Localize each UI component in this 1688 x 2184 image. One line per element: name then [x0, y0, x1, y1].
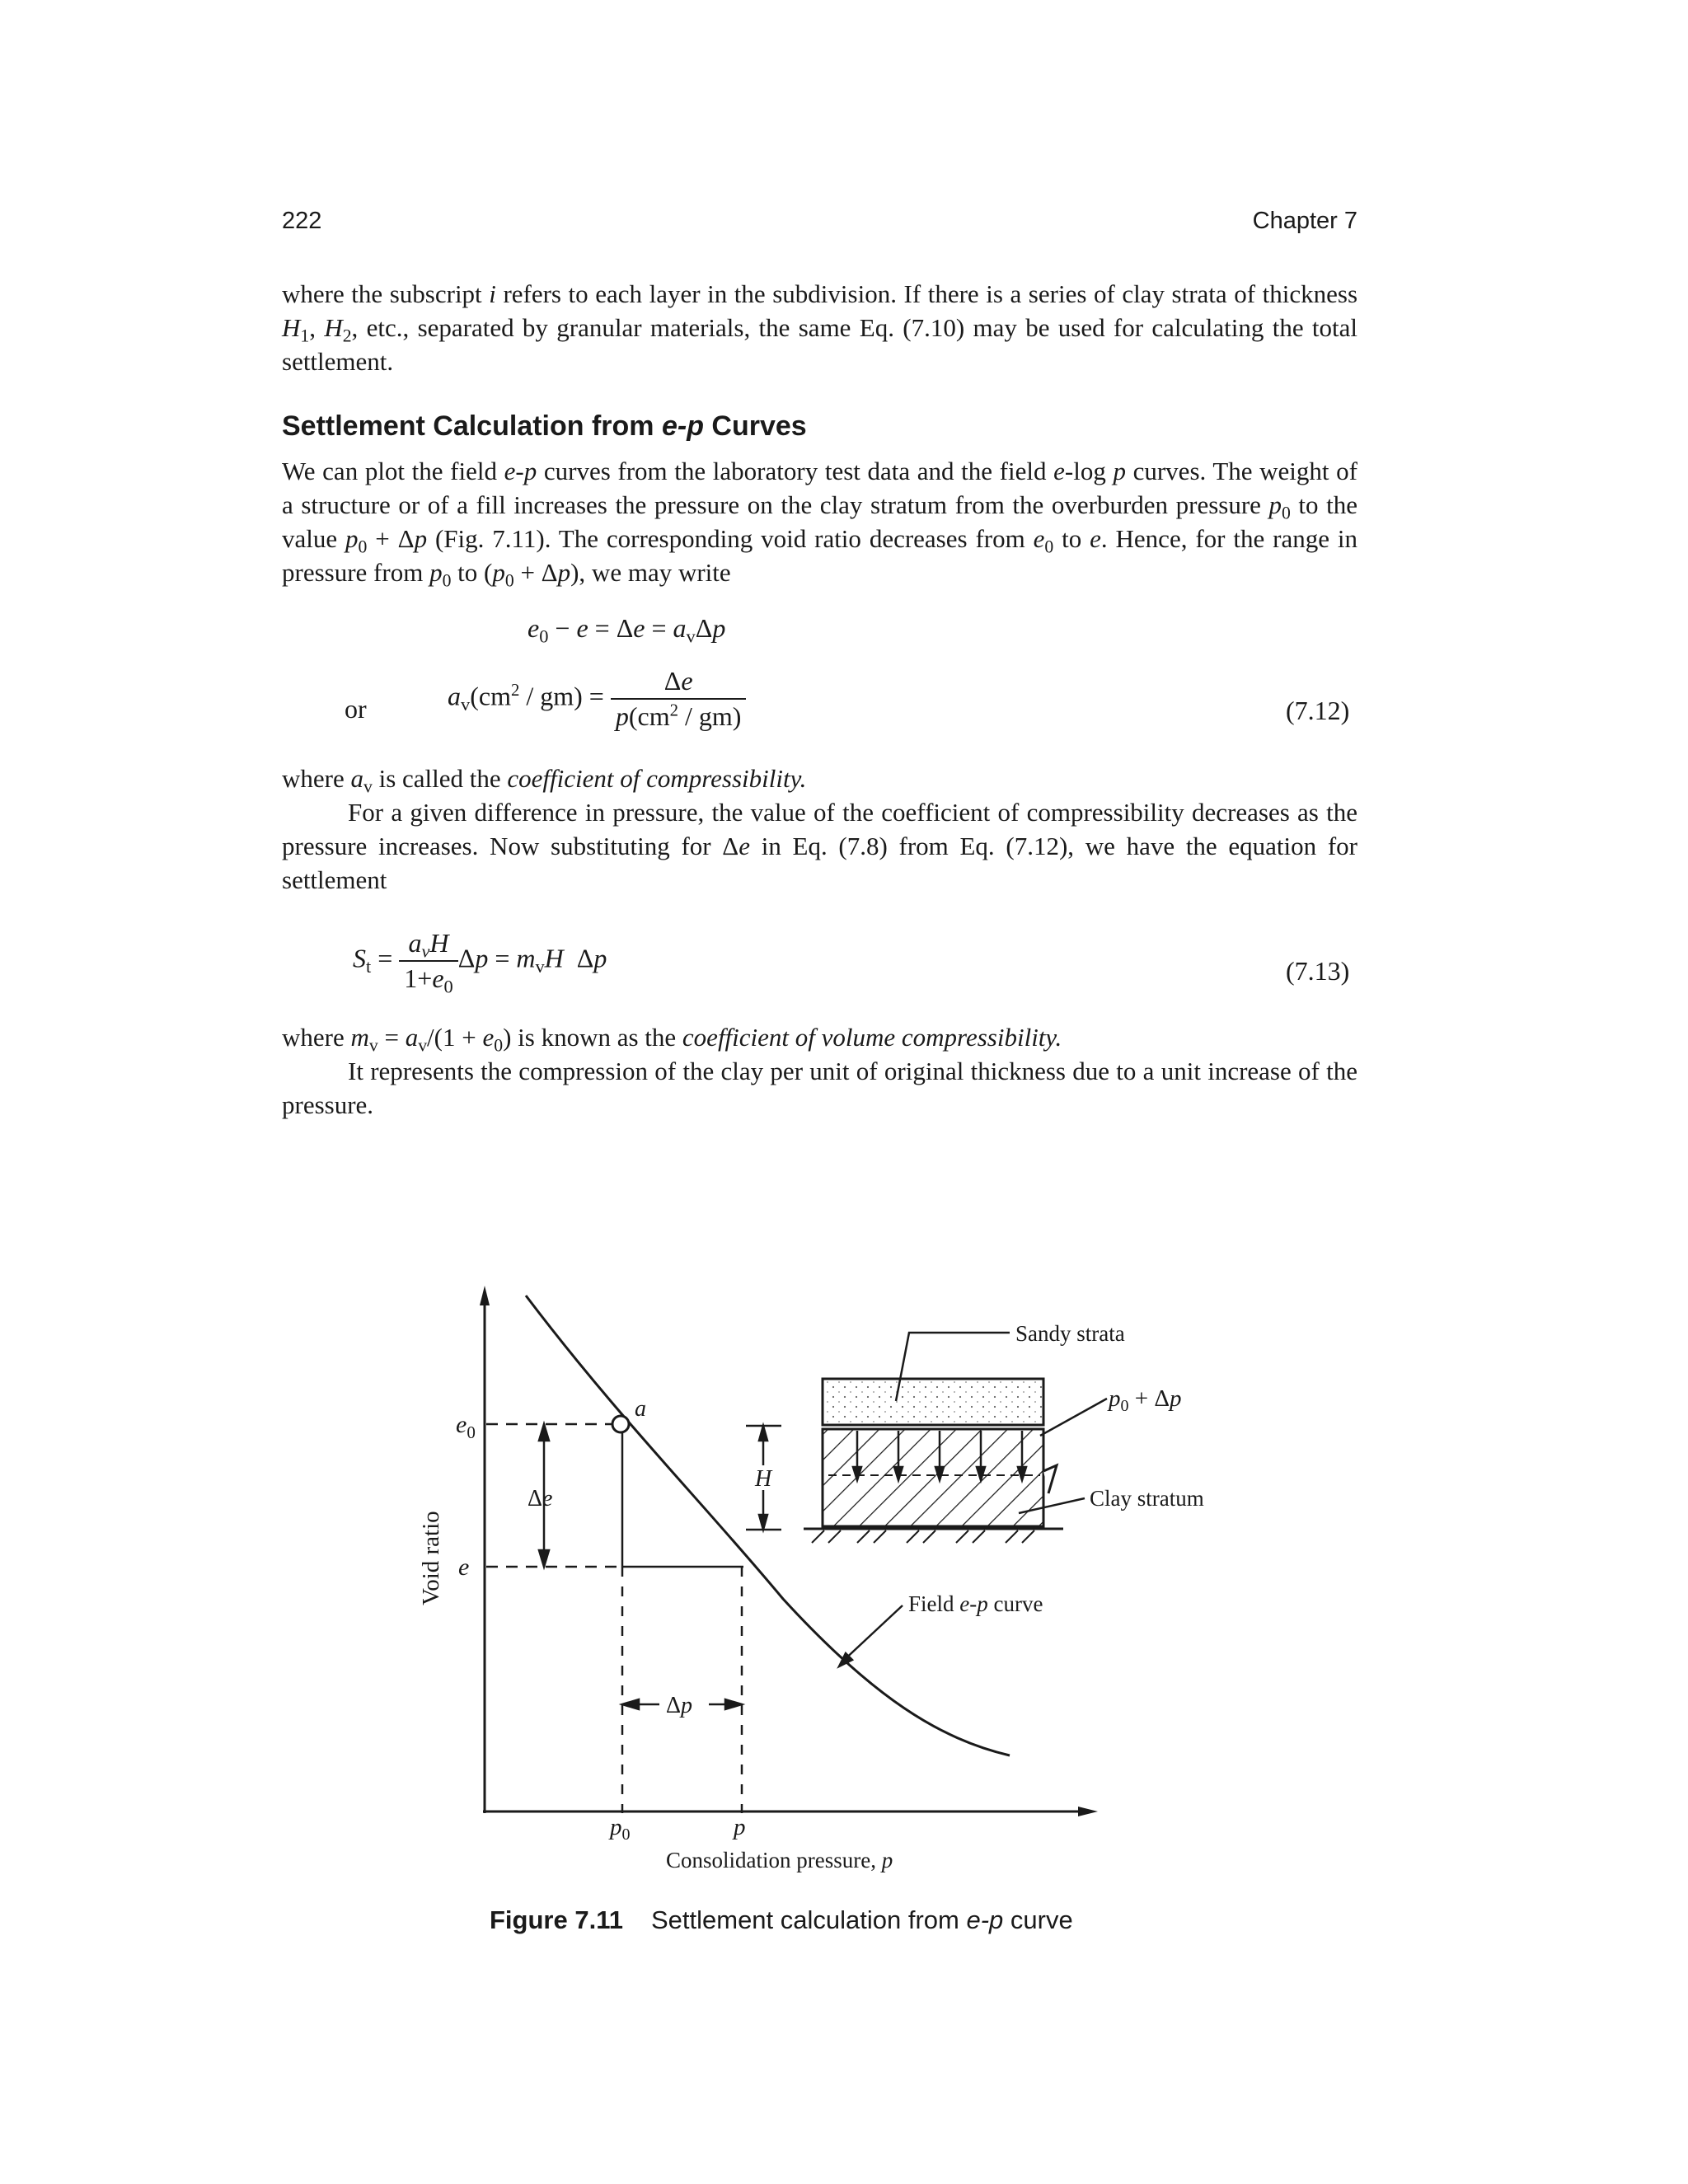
- running-header: Chapter 7: [1252, 208, 1357, 234]
- equation-or-label: or: [345, 694, 367, 724]
- soil-profile: [804, 1379, 1063, 1543]
- paragraph-3: where $a_v$ is called the coefficient of compressibility. For a given difference in pressure, the value of the coefficient of compressibility decreases as the pressure increases. Now substituting for Δe in Eq. (7.8) from Eq. (7.12), we have the equation for settlement: [282, 764, 1357, 894]
- y-axis-label: Void ratio: [418, 1511, 444, 1605]
- paragraph-1: where the subscript i refers to each layer in the subdivision. If there is a series of clay strata of thickness $H_1$, $H_2$, etc., separated by granular materials, the same Eq. (7.10) may be used for calculating the total settlement.: [282, 279, 1358, 376]
- e-tick-label: e: [458, 1554, 470, 1581]
- field-curve-label: Field e-p curve: [908, 1591, 1043, 1616]
- point-a: [612, 1416, 629, 1432]
- p0-tick-label: $p_0$: [610, 1814, 631, 1844]
- page-number: 222: [282, 208, 322, 234]
- figure-caption: Figure 7.11 Settlement calculation from e-p curve: [490, 1905, 1073, 1934]
- guide-lines: [486, 1424, 743, 1813]
- delta-e-label: Δe: [528, 1486, 553, 1511]
- fraction-7-12: $\frac{\Delta e}{p(cm^2 / gm)}$: [611, 666, 747, 732]
- clay-stratum-label: Clay stratum: [1090, 1486, 1204, 1511]
- y-axis: [480, 1286, 490, 1813]
- equation-void-ratio: $e_0 - e = \Delta e = a_v\Delta p$: [528, 613, 726, 647]
- p-tick-label: p: [734, 1814, 746, 1840]
- equation-number-7-12: (7.12): [1286, 696, 1350, 725]
- x-axis: [483, 1807, 1098, 1816]
- load-label: $p_0 + \Delta p$: [1109, 1385, 1182, 1415]
- e0-tick-label: $e_0$: [456, 1411, 476, 1442]
- paragraph-2: We can plot the field e-p curves from the laboratory test data and the field e-log p curves. The weight of a structure or of a fill increases the pressure on the clay stratum from the overburden pressure $p_0$ to the value $p_0 + \Delta p$ (Fig. 7.11). The corresponding void ratio decreases from $e_0$ to e. Hence, for the range in pressure from $p_0$ to $(p_0 + \Delta p)$, we may write: [282, 457, 1357, 591]
- sandy-strata-label: Sandy strata: [1015, 1321, 1125, 1346]
- h-label: H: [755, 1466, 772, 1492]
- paragraph-4: where $m_v = a_v/(1 + e_0)$ is known as the coefficient of volume compressibility. It represents the compression of the clay per unit of original thickness due to a unit increase of the pressure.: [282, 1023, 1357, 1119]
- x-axis-label: Consolidation pressure, p: [666, 1848, 893, 1872]
- fraction-7-13: $\frac{a_vH}{1+e_0}$: [399, 928, 457, 994]
- point-a-label: a: [635, 1396, 646, 1422]
- equation-number-7-13: (7.13): [1286, 956, 1350, 986]
- equation-7-12: $a_v(cm^2 / gm)$ = $\frac{\Delta e}{p(cm^2 / gm)}$: [448, 666, 746, 732]
- equation-7-13: $S_t$ = $\frac{a_vH}{1+e_0}$ $\Delta p = m_vH$ Δp: [353, 928, 607, 997]
- section-title: Settlement Calculation from e-p Curves: [282, 410, 807, 442]
- delta-p-label: Δp: [666, 1693, 693, 1718]
